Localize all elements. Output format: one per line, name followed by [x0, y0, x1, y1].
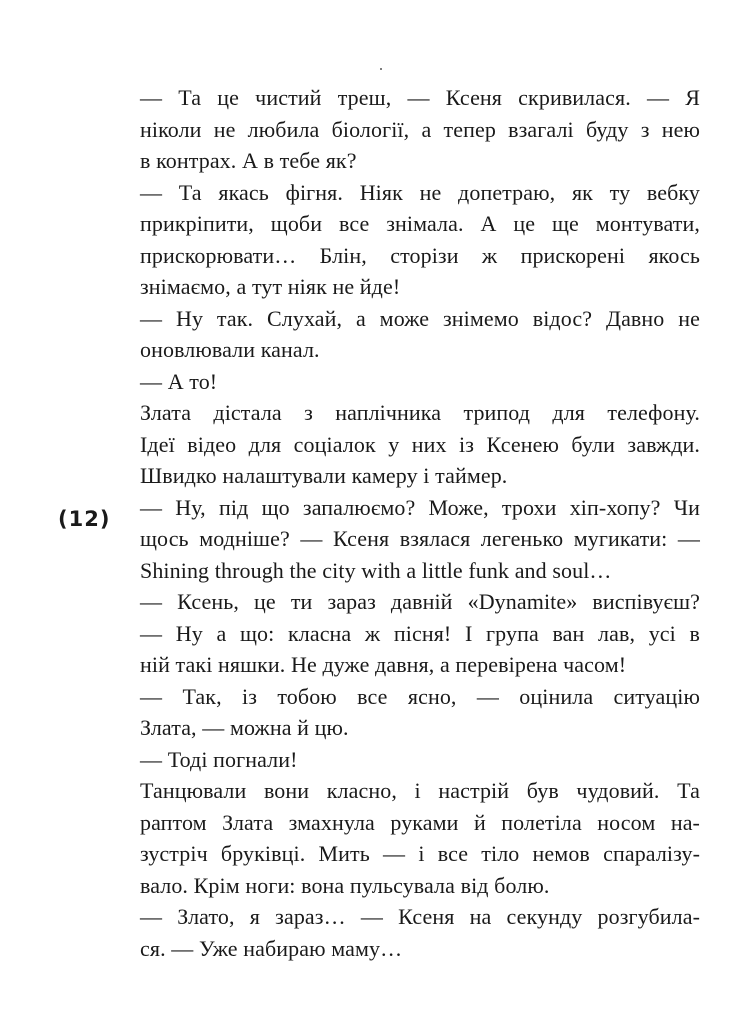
text-line: Швидко налаштували камеру і таймер. — [140, 463, 508, 488]
text-line: — А то! — [140, 368, 218, 394]
text-line: ся. — Уже набираю маму… — [140, 935, 403, 961]
text-line: прискорювати… Блін, сторізи ж прискорені якось — [140, 242, 700, 268]
text-line: — Так, із тобою все ясно, — оцінила ситуацію — [140, 683, 700, 709]
text-line: в контрах. А в тебе як? — [140, 148, 357, 173]
text-line: зустріч бруківці. Мить — і все тіло немов спаралізу- — [140, 841, 700, 866]
text-line: — Ну а що: класна ж пісня! І група ван лав, усі в — [140, 620, 700, 646]
text-line: — Ну, під що запалюємо? Може, трохи хіп-хопу? Чи — [140, 494, 700, 520]
text-line: вало. Крім ноги: вона пульсувала від болю. — [140, 872, 550, 898]
text-line: — Та якась фігня. Ніяк не допетраю, як ту вебку — [140, 179, 700, 205]
text-line: Танцювали вони класно, і настрій був чудовий. Та — [140, 778, 700, 803]
text-line: Shining through the city with a little funk and soul… — [140, 557, 612, 583]
text-line: Ідеї відео для соціалок у них із Ксенею були завжди. — [140, 431, 700, 457]
text-line: знімаємо, а тут ніяк не йде! — [140, 274, 401, 299]
text-line: ніколи не любила біології, а тепер взагалі буду з нею — [140, 116, 700, 142]
text-line: — Ну так. Слухай, а може знімемо відос? Давно не — [140, 305, 700, 331]
text-line: — Тоді погнали! — [140, 746, 298, 772]
body-text — [140, 82, 700, 964]
text-line: Злата, — можна й цю. — [140, 715, 349, 740]
text-line: Злата дістала з наплічника трипод для телефону. — [140, 400, 700, 425]
text-line: — Злато, я зараз… — Ксеня на секунду розгубила- — [140, 904, 700, 929]
text-line: — Ксень, це ти зараз давній «Dynamite» виспівуєш? — [140, 589, 700, 614]
text-line: оновлювали канал. — [140, 337, 320, 362]
text-line: ній такі няшки. Не дуже давня, а перевірена часом! — [140, 652, 627, 677]
print-speck — [380, 68, 382, 70]
text-line: раптом Злата змахнула руками й полетіла носом на- — [140, 809, 700, 835]
text-line: прикріпити, щоби все знімала. А це ще монтувати, — [140, 211, 700, 236]
text-line: — Та це чистий треш, — Ксеня скривилася. — Я — [140, 85, 700, 110]
page-number: (12) — [58, 507, 111, 531]
text-line: щось модніше? — Ксеня взялася легенько мугикати: — — [140, 526, 700, 551]
